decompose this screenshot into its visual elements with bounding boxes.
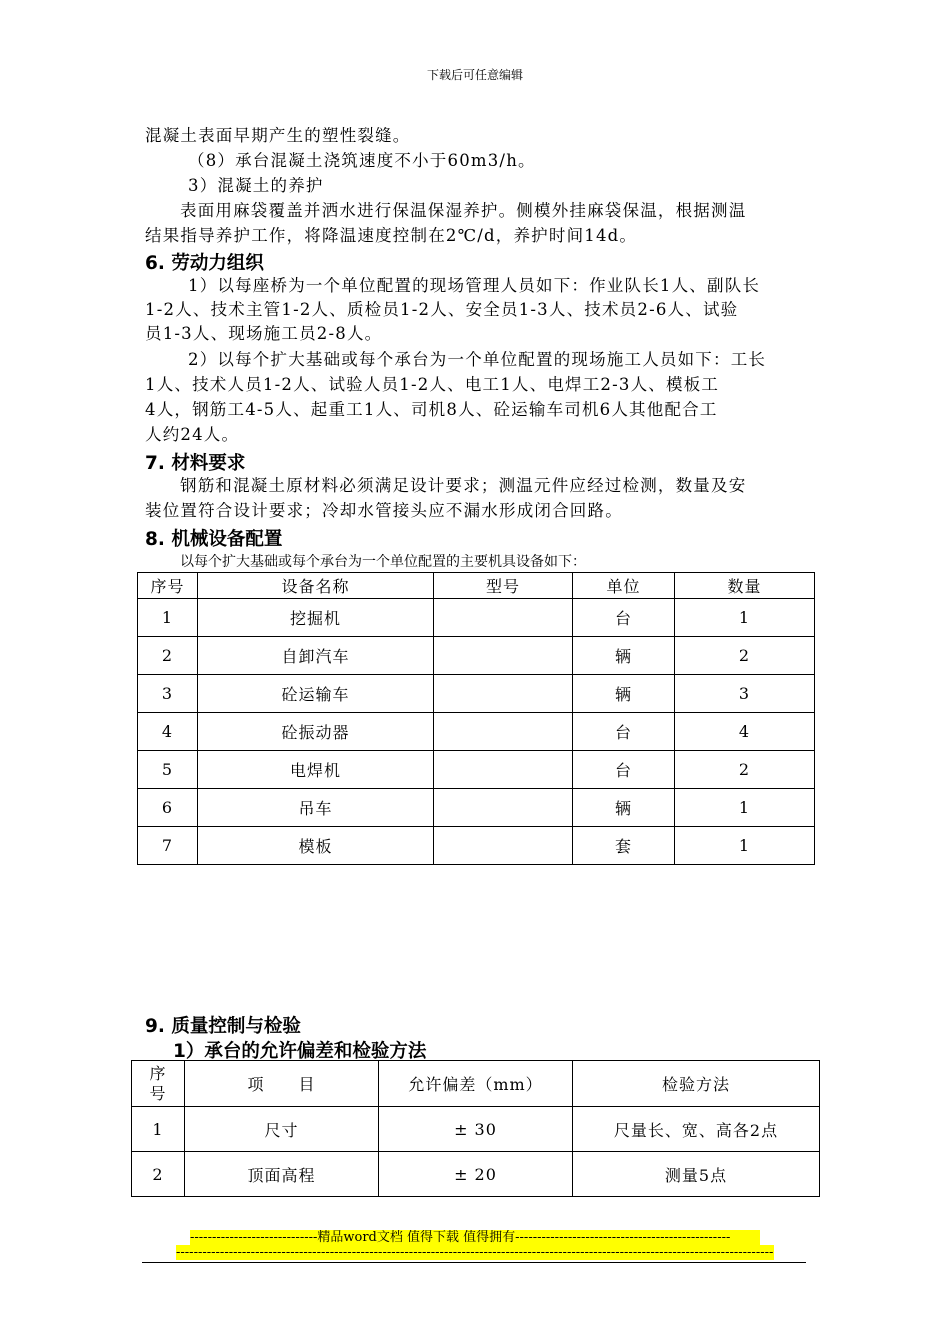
table-row [138, 599, 815, 637]
table-cell: ± 30 [379, 1107, 573, 1152]
table-cell: 4 [138, 713, 198, 751]
page-header: 下载后可任意编辑 [426, 68, 523, 82]
table-cell: 1 [675, 789, 815, 827]
table-cell: 4 [675, 713, 815, 751]
table-cell [434, 599, 573, 637]
column-header: 数量 [675, 573, 815, 599]
table-cell: 砼振动器 [198, 713, 434, 751]
table-cell: 尺量长、宽、高各2点 [573, 1107, 820, 1152]
table-cell: 顶面高程 [185, 1152, 379, 1197]
table-row [138, 713, 815, 751]
table-cell: 3 [675, 675, 815, 713]
table-cell: 1 [138, 599, 198, 637]
column-header: 检验方法 [573, 1061, 820, 1107]
table-cell: 5 [138, 751, 198, 789]
table-row [138, 637, 815, 675]
table-row [132, 1152, 820, 1197]
table-cell: 7 [138, 827, 198, 865]
tolerance-table [131, 1060, 820, 1197]
table-cell: 尺寸 [185, 1107, 379, 1152]
table-cell [434, 827, 573, 865]
sub-heading: 1）承台的允许偏差和检验方法 [173, 1041, 427, 1062]
table-cell: 1 [675, 827, 815, 865]
paragraph: 混凝土表面早期产生的塑性裂缝。 [145, 126, 411, 145]
section-heading: 8. 机械设备配置 [145, 529, 283, 550]
table-cell: 6 [138, 789, 198, 827]
table-cell: 2 [675, 751, 815, 789]
table-cell: 挖掘机 [198, 599, 434, 637]
equipment-table [137, 572, 815, 865]
section-heading: 6. 劳动力组织 [145, 253, 264, 274]
column-header: 序号 [138, 573, 198, 599]
table-cell [434, 637, 573, 675]
paragraph: 结果指导养护工作，将降温速度控制在2℃/d，养护时间14d。 [145, 226, 638, 245]
paragraph: 3）混凝土的养护 [188, 176, 324, 195]
column-header: 序号 [132, 1061, 185, 1107]
table-row [132, 1107, 820, 1152]
table-cell: 辆 [573, 675, 675, 713]
footer-rule [142, 1262, 806, 1263]
table-cell [434, 751, 573, 789]
paragraph: 装位置符合设计要求；冷却水管接头应不漏水形成闭合回路。 [145, 501, 623, 520]
column-header: 项 目 [185, 1061, 379, 1107]
paragraph: 1人、技术人员1-2人、试验人员1-2人、电工1人、电焊工2-3人、模板工 [145, 375, 720, 394]
table-cell: 3 [138, 675, 198, 713]
column-header: 允许偏差（mm） [379, 1061, 573, 1107]
table-cell: 台 [573, 751, 675, 789]
paragraph: 4人，钢筋工4-5人、起重工1人、司机8人、砼运输车司机6人其他配合工 [145, 400, 718, 419]
table-cell: 辆 [573, 789, 675, 827]
table-cell [434, 789, 573, 827]
column-header: 单位 [573, 573, 675, 599]
table-row [138, 789, 815, 827]
paragraph: 1-2人、技术主管1-2人、质检员1-2人、安全员1-3人、技术员2-6人、试验 [145, 300, 739, 319]
section-heading: 9. 质量控制与检验 [145, 1016, 301, 1037]
table-cell: 吊车 [198, 789, 434, 827]
table-row [138, 827, 815, 865]
paragraph: （8）承台混凝土浇筑速度不小于60m3/h。 [188, 151, 536, 170]
paragraph: 表面用麻袋覆盖并洒水进行保温保湿养护。侧模外挂麻袋保温，根据测温 [180, 201, 747, 220]
table-cell: 1 [132, 1107, 185, 1152]
column-header: 设备名称 [198, 573, 434, 599]
table-cell: ± 20 [379, 1152, 573, 1197]
table-cell: 模板 [198, 827, 434, 865]
paragraph: 员1-3人、现场施工员2-8人。 [145, 324, 383, 343]
table-cell: 电焊机 [198, 751, 434, 789]
table-header-row [132, 1061, 820, 1107]
table-cell: 套 [573, 827, 675, 865]
table-row [138, 675, 815, 713]
table-cell: 1 [675, 599, 815, 637]
table-cell [434, 713, 573, 751]
paragraph: 钢筋和混凝土原材料必须满足设计要求；测温元件应经过检测，数量及安 [180, 476, 747, 495]
table-cell: 自卸汽车 [198, 637, 434, 675]
paragraph: 人约24人。 [145, 425, 240, 444]
table-caption: 以每个扩大基础或每个承台为一个单位配置的主要机具设备如下： [180, 554, 586, 570]
table-row [138, 751, 815, 789]
table-cell: 台 [573, 713, 675, 751]
table-cell: 测量5点 [573, 1152, 820, 1197]
table-cell: 2 [132, 1152, 185, 1197]
column-header: 型号 [434, 573, 573, 599]
table-cell: 2 [138, 637, 198, 675]
footer-banner: -----------------------------精品word文档 值得下载 值得拥有------------------------------------------------- [190, 1230, 760, 1245]
section-heading: 7. 材料要求 [145, 453, 246, 474]
table-cell: 台 [573, 599, 675, 637]
table-header-row [138, 573, 815, 599]
table-cell [434, 675, 573, 713]
table-cell: 砼运输车 [198, 675, 434, 713]
footer-banner: ---------------------------------------------------------------------------------------------------------------------------------------- [176, 1245, 774, 1260]
table-cell: 2 [675, 637, 815, 675]
paragraph: 1）以每座桥为一个单位配置的现场管理人员如下：作业队长1人、副队长 [188, 276, 761, 295]
paragraph: 2）以每个扩大基础或每个承台为一个单位配置的现场施工人员如下：工长 [188, 350, 767, 369]
table-cell: 辆 [573, 637, 675, 675]
